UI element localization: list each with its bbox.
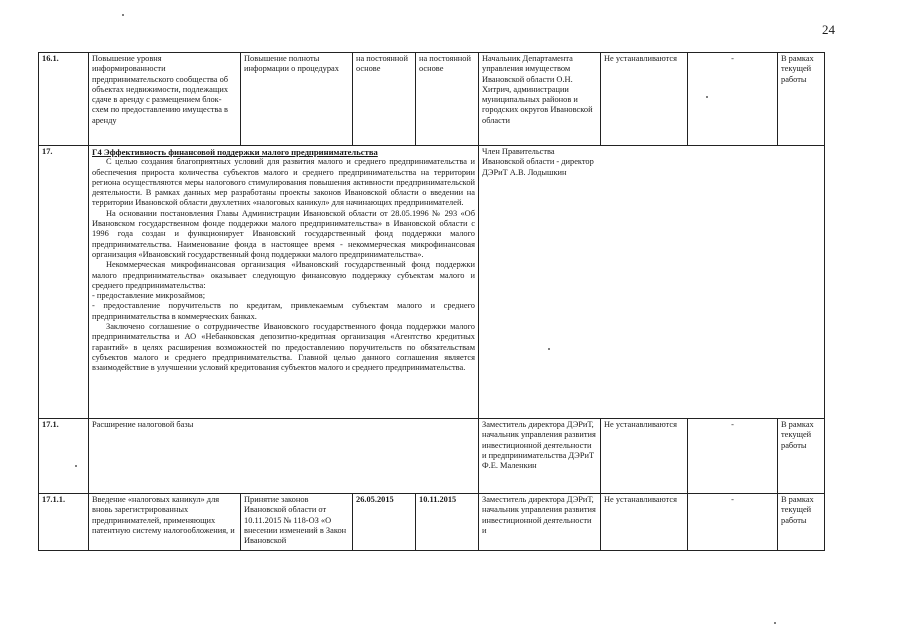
page-number: 24 [822, 22, 835, 37]
responsible-text: Член Правительства Ивановской области - директор ДЭРиТ А.В. Лодышкин [482, 147, 594, 177]
section-title: Г4 Эффективность финансовой поддержки малого предпринимательства [92, 147, 378, 157]
responsible-cell [479, 146, 825, 419]
list-item: - предоставление микрозаймов; [92, 291, 206, 301]
description-paragraph: С целью создания благоприятных условий для развития малого и среднего предпринимательства и обеспечения прироста количества субъектов малого и среднего предпринимательства на территории региона осуществляются меры налогового стимулирования повышения активности предпринимательской деятельности. В рамках данных мер разработаны проекты законов Ивановской области о введении на территории Ивановской области двухлетних «налоговых каникул» для начинающих предпринимателей. [92, 157, 475, 208]
indicator-cell: Не устанавливаются [601, 494, 688, 551]
scan-speck [122, 14, 124, 16]
responsible-cell: Начальник Департамента управления имуществом Ивановской области О.Н. Хитрич, администрации муниципальных районов и городских округов Ивановской области [479, 53, 601, 146]
table-row-17 [39, 146, 825, 419]
description-paragraph: Некоммерческая микрофинансовая организация «Ивановский государственный фонд поддержки малого предпринимательства» оказывает следующую финансовую поддержку субъектам малого и среднего предпринимательства: [92, 260, 475, 290]
measure-cell: Повышение уровня информированности предпринимательского сообщества об объектах недвижимости, подлежащих сдаче в аренду с размещением блок-схем по предоставлению имущества в аренду [89, 53, 241, 146]
row-number: 17.1. [39, 419, 89, 494]
measure-cell: Расширение налоговой базы [89, 419, 479, 494]
indicator-cell: Не устанавливаются [601, 53, 688, 146]
table-row-17-1 [39, 419, 825, 494]
scan-speck [706, 96, 708, 98]
result-cell: Принятие законов Ивановской области от 10.11.2015 № 118-ОЗ «О внесении изменений в Закон Ивановской [241, 494, 353, 551]
list-item: - предоставление поручительств по кредитам, привлекаемым субъектам малого и среднего предпринимательства в коммерческих банках. [92, 301, 475, 321]
plan-table [38, 52, 825, 551]
scan-speck [774, 622, 776, 624]
start-date-cell: на постоянной основе [353, 53, 416, 146]
table-row-16-1 [39, 53, 825, 146]
scan-speck [548, 348, 550, 350]
funding-cell: В рамках текущей работы [778, 494, 825, 551]
value-cell: - [688, 53, 778, 146]
value-cell: - [688, 419, 778, 494]
indicator-cell: Не устанавливаются [601, 419, 688, 494]
funding-cell: В рамках текущей работы [778, 419, 825, 494]
end-date-cell: 10.11.2015 [416, 494, 479, 551]
table-row-17-1-1 [39, 494, 825, 551]
scan-speck [75, 465, 77, 467]
result-cell: Повышение полноты информации о процедурах [241, 53, 353, 146]
row-number: 17. [39, 146, 89, 419]
row-number: 17.1.1. [39, 494, 89, 551]
funding-cell: В рамках текущей работы [778, 53, 825, 146]
end-date-cell: на постоянной основе [416, 53, 479, 146]
description-paragraph: На основании постановления Главы Администрации Ивановской области от 28.05.1996 № 293 «Об Ивановском государственном фонде поддержки малого предпринимательства» в Ивановской области с 1996 года создан и функционирует Ивановский государственный фонд поддержки малого предпринимательства. Наименование фонда в настоящее время - некоммерческая микрофинансовая организация «Ивановский государственный фонд поддержки малого предпринимательства». [92, 208, 475, 259]
section-description-cell [89, 146, 479, 419]
description-paragraph: Заключено соглашение о сотрудничестве Ивановского государственного фонда поддержки малого предпринимательства и АО «Небанковская депозитно-кредитная организация «Агентство кредитных гарантий» в целях расширения возможностей по предоставлению поручительств по обязательствам субъектов малого и среднего предпринимательства. Главной целью данного соглашения является взаимодействие в улучшении условий кредитования субъектов малого и среднего предпринимательства. [92, 322, 475, 373]
row-number: 16.1. [39, 53, 89, 146]
start-date-cell: 26.05.2015 [353, 494, 416, 551]
responsible-cell: Заместитель директора ДЭРиТ, начальник управления развития инвестиционной деятельности и [479, 494, 601, 551]
measure-cell: Введение «налоговых каникул» для вновь зарегистрированных предпринимателей, применяющих патентную систему налогообложения, и [89, 494, 241, 551]
value-cell: - [688, 494, 778, 551]
responsible-cell: Заместитель директора ДЭРиТ, начальник управления развития инвестиционной деятельности и предпринимательства ДЭРиТ Ф.Е. Маленкин [479, 419, 601, 494]
